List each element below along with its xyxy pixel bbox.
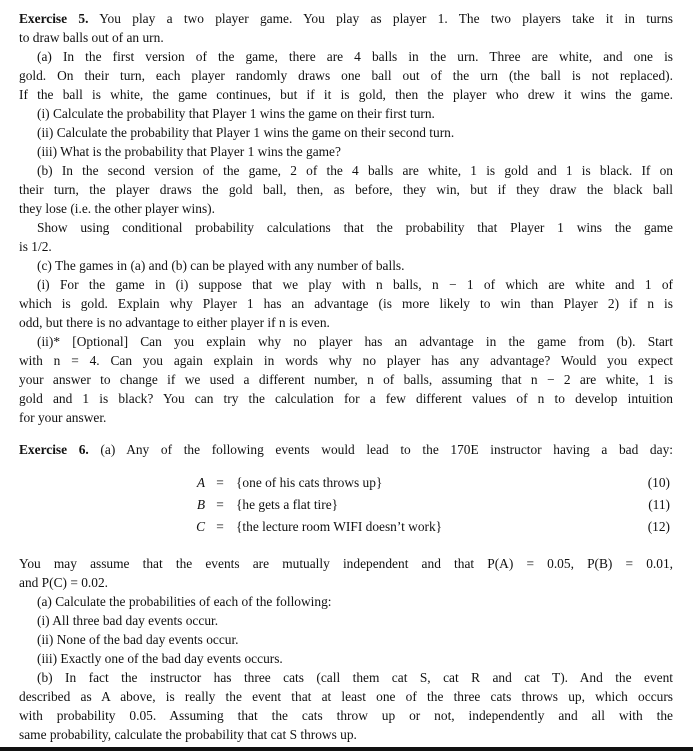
ex5-c-i: (i) For the game in (i) suppose that we play with n balls, n − 1 of which are white and 1 of xyxy=(37,277,673,292)
ex5-line-22: for your answer. xyxy=(19,410,107,425)
ex6-line-1: Exercise 6. (a) Any of the following events would lead to the 170E instructor having a bad day: xyxy=(19,442,673,457)
ex6-part-b: (b) In fact the instructor has three cats (call them cat S, cat R and cat T). And the event xyxy=(37,670,673,685)
ex5-line-5: If the ball is white, the game continues, but if it is gold, then the player who drew it wins the game. xyxy=(19,87,673,102)
event-a-equals: = xyxy=(216,475,224,490)
ex5-line-17: odd, but there is no advantage to either player if n is even. xyxy=(19,315,330,330)
event-b-equals: = xyxy=(216,497,224,512)
event-a-number: (10) xyxy=(647,475,670,490)
ex5-line-4: gold. On their turn, each player randomly draws one ball out of the urn (the ball is not replaced). xyxy=(19,68,673,83)
ex5-heading: Exercise 5. xyxy=(19,11,89,26)
ex5-part-b: (b) In the second version of the game, 2 of the 4 balls are white, 1 is gold and 1 is black. If on xyxy=(37,163,673,178)
ex5-a-i: (i) Calculate the probability that Player 1 wins the game on their first turn. xyxy=(37,106,435,121)
ex6-a-iii: (iii) Exactly one of the bad day events occurs. xyxy=(37,651,283,666)
ex5-line-11: they lose (i.e. the other player wins). xyxy=(19,201,215,216)
ex6-line-2: You may assume that the events are mutually independent and that P(A) = 0.05, P(B) = 0.01, xyxy=(19,556,673,571)
ex5-line-21: gold and 1 is black? You can try the calculation for a few different values of n to develop intuition xyxy=(19,391,673,406)
ex5-line-19: with n = 4. Can you again explain in words why no player has any advantage? Would you expect xyxy=(19,353,673,368)
ex5-part-c: (c) The games in (a) and (b) can be played with any number of balls. xyxy=(37,258,405,273)
event-b-desc: {he gets a flat tire} xyxy=(236,497,339,512)
ex5-line-1: Exercise 5. You play a two player game. You play as player 1. The two players take it in turns xyxy=(19,11,673,26)
ex6-line-9: described as A above, is really the event that at least one of the three cats throws up, which occurs xyxy=(19,689,673,704)
ex5-a-iii: (iii) What is the probability that Player 1 wins the game? xyxy=(37,144,341,159)
bottom-border xyxy=(0,747,693,751)
ex6-part-a: (a) Calculate the probabilities of each of the following: xyxy=(37,594,332,609)
ex5-line-12: Show using conditional probability calculations that the probability that Player 1 wins the game xyxy=(37,220,673,235)
event-a-desc: {one of his cats throws up} xyxy=(236,475,383,490)
ex5-line-2: to draw balls out of an urn. xyxy=(19,30,164,45)
event-c-equals: = xyxy=(216,519,224,534)
ex6-line-11: same probability, calculate the probability that cat S throws up. xyxy=(19,727,357,742)
ex5-part-a: (a) In the first version of the game, there are 4 balls in the urn. Three are white, and one is xyxy=(37,49,673,64)
ex5-line-10: their turn, the player draws the gold ball, then, as before, they win, but if they draw the black ball xyxy=(19,182,673,197)
event-a-var: A xyxy=(196,475,205,490)
ex5-a-ii: (ii) Calculate the probability that Player 1 wins the game on their second turn. xyxy=(37,125,455,140)
ex5-line-20: your answer to change if we used a different number, n of balls, assuming that n − 2 are white, 1 is xyxy=(19,372,673,387)
ex5-line-16: which is gold. Explain why Player 1 has an advantage (is more likely to win than Player 2) if n is xyxy=(19,296,673,311)
event-c-desc: {the lecture room WIFI doesn’t work} xyxy=(236,519,443,534)
ex5-line-13: is 1/2. xyxy=(19,239,52,254)
event-c-number: (12) xyxy=(647,519,670,534)
event-b-number: (11) xyxy=(648,497,670,512)
ex6-heading: Exercise 6. xyxy=(19,442,89,457)
ex6-line-3: and P(C) = 0.02. xyxy=(19,575,109,590)
event-c-var: C xyxy=(196,519,205,534)
ex6-a-ii: (ii) None of the bad day events occur. xyxy=(37,632,239,647)
ex6-a-i: (i) All three bad day events occur. xyxy=(37,613,219,628)
ex5-c-ii: (ii)* [Optional] Can you explain why no player has an advantage in the game from (b). Start xyxy=(37,334,673,349)
ex6-line-10: with probability 0.05. Assuming that the cats throw up or not, independently and all with the xyxy=(19,708,673,723)
event-b-var: B xyxy=(196,497,205,512)
